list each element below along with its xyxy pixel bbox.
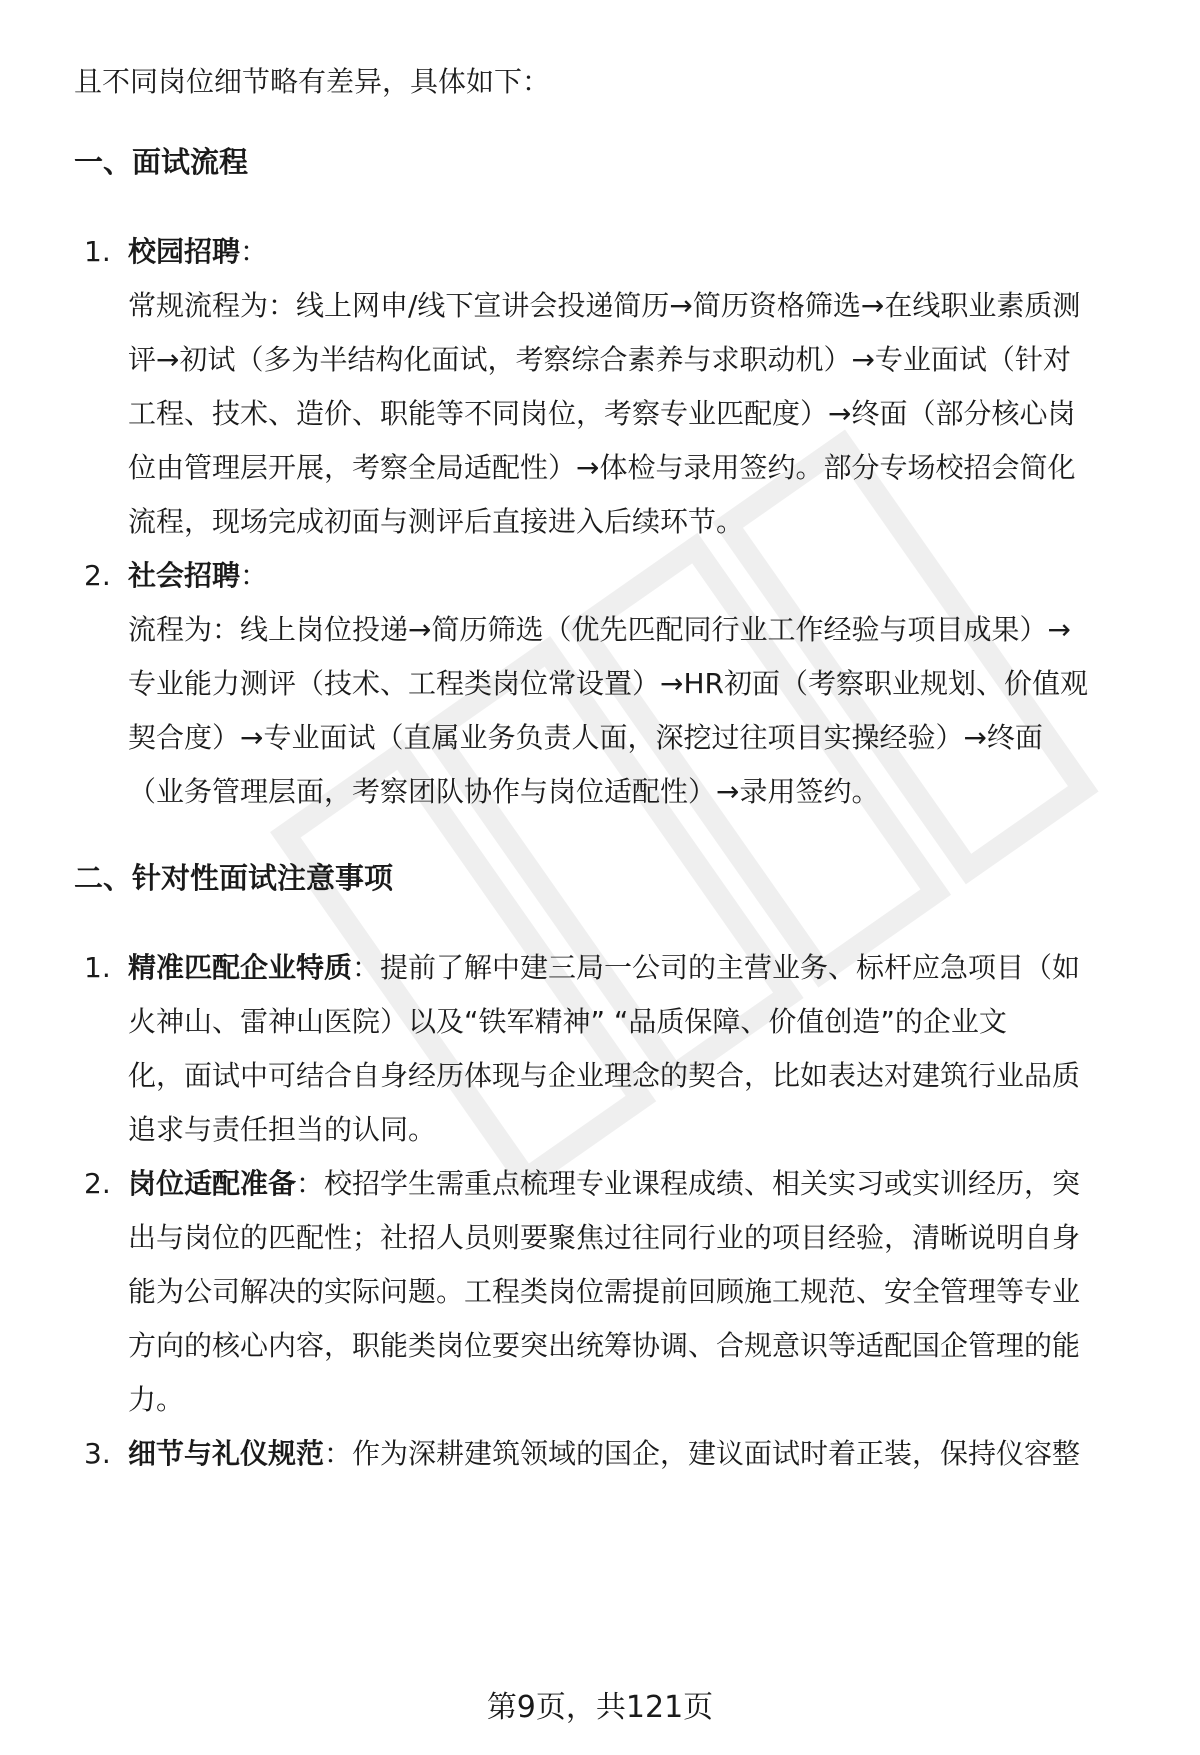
list-item-position-prep [84, 1164, 1080, 1204]
body-line: 契合度）→专业面试（直属业务负责人面，深挖过往项目实操经验）→终面 [128, 721, 1043, 754]
item-lead: 岗位适配准备 [128, 1167, 297, 1200]
section-heading-interview-process: 一、面试流程 [74, 145, 249, 179]
body-line: 工程、技术、造价、职能等不同岗位，考察专业匹配度）→终面（部分核心岗 [128, 397, 1076, 430]
body-line: 位由管理层开展，考察全局适配性）→体检与录用签约。部分专场校招会简化 [128, 451, 1076, 484]
page-footer: 第9页，共121页 [486, 1690, 714, 1725]
item-text: ：作为深耕建筑领域的国企，建议面试时着正装，保持仪容整 [324, 1437, 1081, 1470]
list-item-social-recruitment [84, 556, 268, 596]
body-line: 方向的核心内容，职能类岗位要突出统筹协调、合规意识等适配国企管理的能 [128, 1329, 1081, 1362]
body-line: （业务管理层面，考察团队协作与岗位适配性）→录用签约。 [128, 775, 880, 808]
list-item-etiquette [84, 1434, 1080, 1474]
body-line: 化，面试中可结合自身经历体现与企业理念的契合，比如表达对建筑行业品质 [128, 1059, 1081, 1092]
item-colon: ： [240, 559, 269, 592]
body-line: 流程为：线上岗位投递→简历筛选（优先匹配同行业工作经验与项目成果）→ [128, 613, 1071, 646]
body-line: 评→初试（多为半结构化面试，考察综合素养与求职动机）→专业面试（针对 [128, 343, 1071, 376]
item-number: 2. [84, 559, 111, 592]
section-heading-interview-notes: 二、针对性面试注意事项 [74, 861, 394, 895]
intro-text: 且不同岗位细节略有差异，具体如下： [74, 65, 551, 98]
item-lead: 校园招聘 [128, 235, 241, 268]
item-lead: 社会招聘 [128, 559, 241, 592]
body-line: 流程，现场完成初面与测评后直接进入后续环节。 [128, 505, 745, 538]
body-line: 火神山、雷神山医院）以及“铁军精神” “品质保障、价值创造”的企业文 [128, 1005, 1007, 1038]
item-number: 3. [84, 1437, 111, 1470]
body-line: 能为公司解决的实际问题。工程类岗位需提前回顾施工规范、安全管理等专业 [128, 1275, 1081, 1308]
item-lead: 细节与礼仪规范 [128, 1437, 325, 1470]
item-number: 2. [84, 1167, 111, 1200]
list-item-campus-recruitment [84, 232, 268, 272]
item-text: ：提前了解中建三局一公司的主营业务、标杆应急项目（如 [352, 951, 1081, 984]
body-line: 常规流程为：线上网申/线下宣讲会投递简历→简历资格筛选→在线职业素质测 [128, 289, 1081, 322]
item-colon: ： [240, 235, 269, 268]
item-number: 1. [84, 235, 111, 268]
body-line: 追求与责任担当的认同。 [128, 1113, 437, 1146]
item-number: 1. [84, 951, 111, 984]
list-item-enterprise-match [84, 948, 1080, 988]
item-text: ：校招学生需重点梳理专业课程成绩、相关实习或实训经历，突 [296, 1167, 1081, 1200]
item-lead: 精准匹配企业特质 [128, 951, 353, 984]
body-line: 专业能力测评（技术、工程类岗位常设置）→HR初面（考察职业规划、价值观 [128, 667, 1088, 700]
body-line: 出与岗位的匹配性；社招人员则要聚焦过往同行业的项目经验，清晰说明自身 [128, 1221, 1081, 1254]
body-line: 力。 [128, 1383, 185, 1416]
